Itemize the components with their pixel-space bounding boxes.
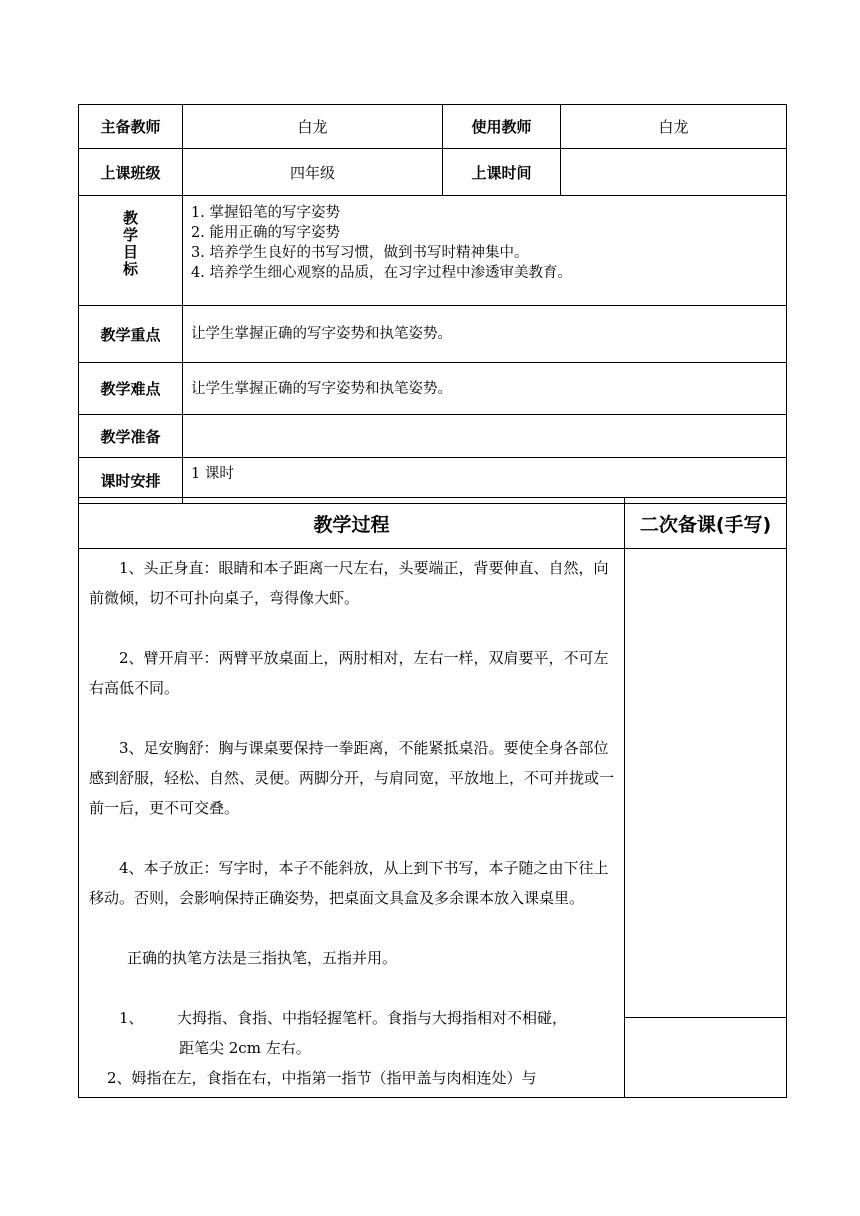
use-teacher-label: 使用教师: [443, 105, 561, 149]
second-prep-cell-bottom: [625, 1018, 787, 1098]
schedule-label: 课时安排: [79, 458, 183, 504]
preparation-value: [183, 415, 787, 458]
main-teacher-label: 主备教师: [79, 105, 183, 149]
objective-item: 4. 培养学生细心观察的品质，在习字过程中渗透审美教育。: [191, 265, 572, 281]
objectives-list: [183, 196, 787, 306]
process-table: [78, 497, 787, 1098]
process-paragraph: 4、本子放正：写字时，本子不能斜放，从上到下书写，本子随之由下往上移动。否则，会影响保持正确姿势，把桌面文具盒及多余课本放入课桌里。: [89, 859, 609, 907]
objectives-label: [79, 196, 183, 306]
lesson-info-table: [78, 104, 787, 504]
objectives-char-4: 标: [122, 260, 138, 278]
objectives-char-2: 学: [122, 226, 138, 244]
key-point-label: 教学重点: [79, 306, 183, 363]
process-paragraph: 3、足安胸舒：胸与课桌要保持一拳距离，不能紧抵桌沿。要使全身各部位感到舒服，轻松、自然、灵便。两脚分开，与肩同宽，平放地上，不可并拢或一前一后，更不可交叠。: [89, 739, 615, 817]
difficulty-value: 让学生掌握正确的写字姿势和执笔姿势。: [183, 363, 787, 415]
list-item-text: 大拇指、食指、中指轻握笔杆。食指与大拇指相对不相碰，: [177, 1009, 568, 1027]
second-prep-title: 二次备课(手写): [625, 498, 787, 549]
objectives-char-3: 目: [122, 243, 138, 261]
key-point-value: 让学生掌握正确的写字姿势和执笔姿势。: [183, 306, 787, 363]
second-prep-cell-top: [625, 549, 787, 1018]
list-item: [79, 1003, 624, 1033]
use-teacher-value: 白龙: [561, 105, 787, 149]
process-title: 教学过程: [79, 498, 625, 549]
list-item-text: 距笔尖 2cm 左右。: [179, 1039, 311, 1057]
class-label: 上课班级: [79, 149, 183, 196]
process-body: [79, 549, 625, 1098]
list-item-number: 1、: [119, 1009, 144, 1027]
process-paragraph: 2、臂开肩平：两臂平放桌面上，两肘相对，左右一样，双肩要平，不可左右高低不同。: [89, 649, 609, 697]
main-teacher-value: 白龙: [183, 105, 443, 149]
difficulty-label: 教学难点: [79, 363, 183, 415]
objective-item: 1. 掌握铅笔的写字姿势: [191, 205, 340, 221]
preparation-label: 教学准备: [79, 415, 183, 458]
objective-item: 2. 能用正确的写字姿势: [191, 225, 340, 241]
schedule-value: 1 课时: [183, 458, 787, 504]
class-value: 四年级: [183, 149, 443, 196]
process-paragraph: 正确的执笔方法是三指执笔，五指并用。: [127, 949, 398, 967]
time-label: 上课时间: [443, 149, 561, 196]
time-value: [561, 149, 787, 196]
objectives-char-1: 教: [122, 209, 138, 227]
list-item-continuation: [79, 1033, 624, 1063]
list-item: 2、姆指在左，食指在右，中指第一指节（指甲盖与肉相连处）与: [107, 1069, 537, 1087]
objective-item: 3. 培养学生良好的书写习惯，做到书写时精神集中。: [191, 245, 529, 261]
process-paragraph: 1、头正身直：眼睛和本子距离一尺左右，头要端正，背要伸直、自然，向前微倾，切不可扑向桌子，弯得像大虾。: [89, 559, 609, 607]
